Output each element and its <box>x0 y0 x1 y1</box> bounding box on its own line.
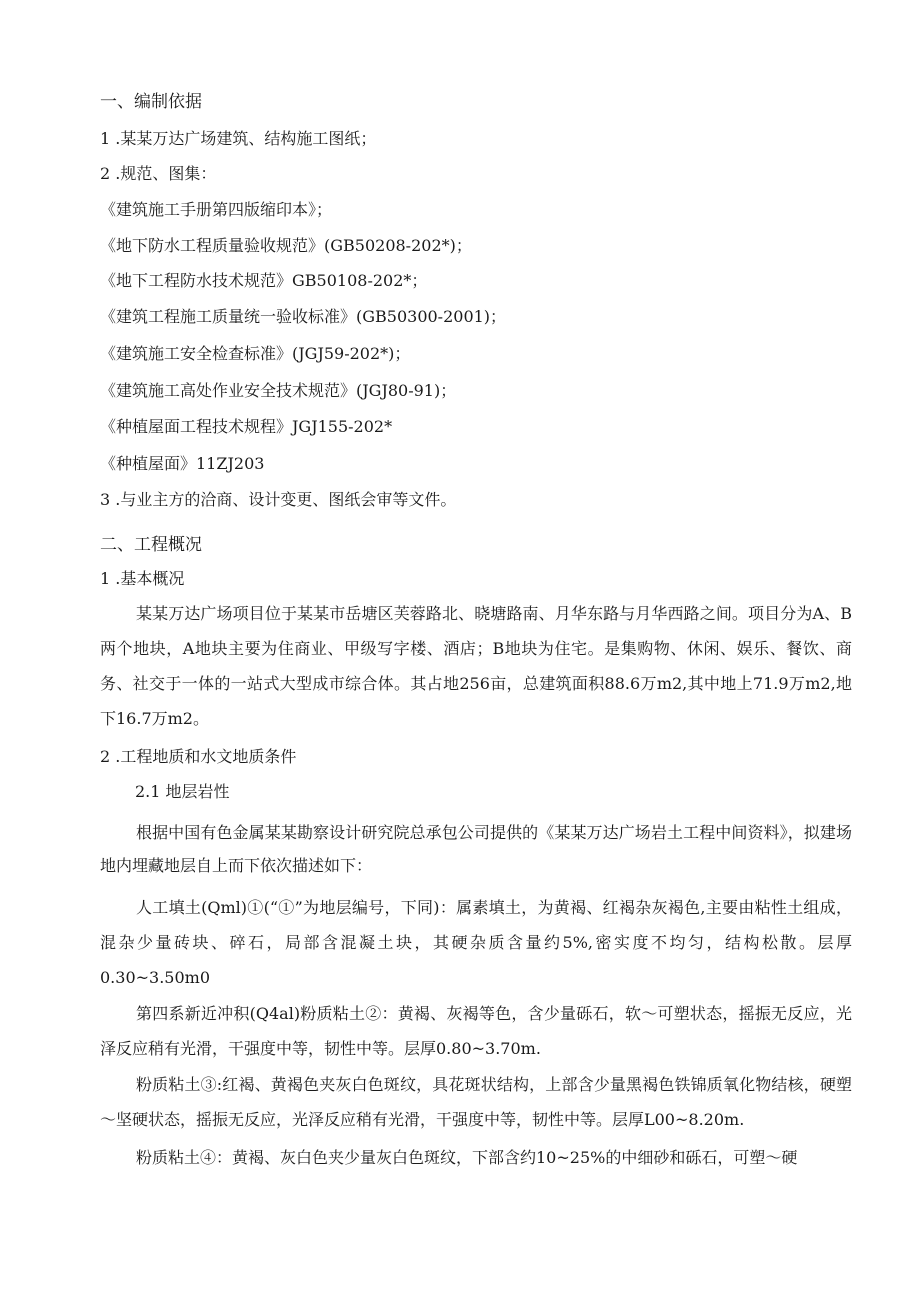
stratum-3-paragraph: 粉质粘土③:红褐、黄褐色夹灰白色斑纹，具花斑状结构，上部含少量黑褐色铁锦质氧化物结核，硬塑～坚硬状态，摇振无反应，光泽反应稍有光滑，干强度中等，韧性中等。层厚L00~8.20m. <box>100 1075 852 1129</box>
reference-item: 《建筑施工高处作业安全技术规范》(JGJ80-91)； <box>100 381 457 400</box>
reference-item: 《种植屋面工程技术规程》JGJ155-202* <box>100 417 393 436</box>
overview-paragraph: 某某万达广场项目位于某某市岳塘区芙蓉路北、晓塘路南、月华东路与月华西路之间。项目分为A、B两个地块，A地块主要为住商业、甲级写字楼、酒店；B地块为住宅。是集购物、休闲、娱乐、餐饮、商务、社交于一体的一站式大型成市综合体。其占地256亩，总建筑面积88.6万m2,其中地上71.9万m2,地下16.7万m2。 <box>100 604 852 728</box>
stratum-4-paragraph: 粉质粘土④：黄褐、灰白色夹少量灰白色斑纹，下部含约10~25%的中细砂和砾石，可塑～硬 <box>136 1148 798 1167</box>
reference-item: 《地下防水工程质量验收规范》(GB50208-202*)； <box>100 236 472 255</box>
reference-item: 《种植屋面》11ZJ203 <box>100 454 265 473</box>
subsection-basic-overview: 1 .基本概况 <box>100 569 185 588</box>
section-heading-overview: 二、工程概况 <box>100 535 202 555</box>
geology-intro-paragraph: 根据中国有色金属某某勘察设计研究院总承包公司提供的《某某万达广场岩土工程中间资料》，拟建场地内埋藏地层自上而下依次描述如下： <box>100 823 852 875</box>
reference-item: 《建筑工程施工质量统一验收标准》(GB50300-2001)； <box>100 307 507 326</box>
reference-item: 《建筑施工手册第四版缩印本》； <box>100 200 333 219</box>
stratum-2-paragraph: 第四系新近冲积(Q4al)粉质粘土②：黄褐、灰褐等色，含少量砾石，软～可塑状态，摇振无反应，光泽反应稍有光滑，干强度中等，韧性中等。层厚0.80~3.70m. <box>100 1004 852 1058</box>
reference-item: 《建筑施工安全检查标准》(JGJ59-202*)； <box>100 344 411 363</box>
basis-item-3: 3 .与业主方的洽商、设计变更、图纸会审等文件。 <box>100 490 457 509</box>
basis-item-2: 2 .规范、图集： <box>100 164 217 183</box>
section-heading-basis: 一、编制依据 <box>100 92 202 112</box>
basis-item-1: 1 .某某万达广场建筑、结构施工图纸； <box>100 129 377 148</box>
reference-item: 《地下工程防水技术规范》GB50108-202*； <box>100 271 428 290</box>
stratum-1-paragraph: 人工填土(Qml)①(“①”为地层编号，下同)：属素填土，为黄褐、红褐杂灰褐色,主要由粘性土组成，混杂少量砖块、碎石，局部含混凝土块，其硬杂质含量约5%,密实度不均匀，结构松散。层厚0.30~3.50m0 <box>100 898 852 987</box>
subsection-stratum: 2.1 地层岩性 <box>135 782 230 801</box>
subsection-geology: 2 .工程地质和水文地质条件 <box>100 747 297 766</box>
